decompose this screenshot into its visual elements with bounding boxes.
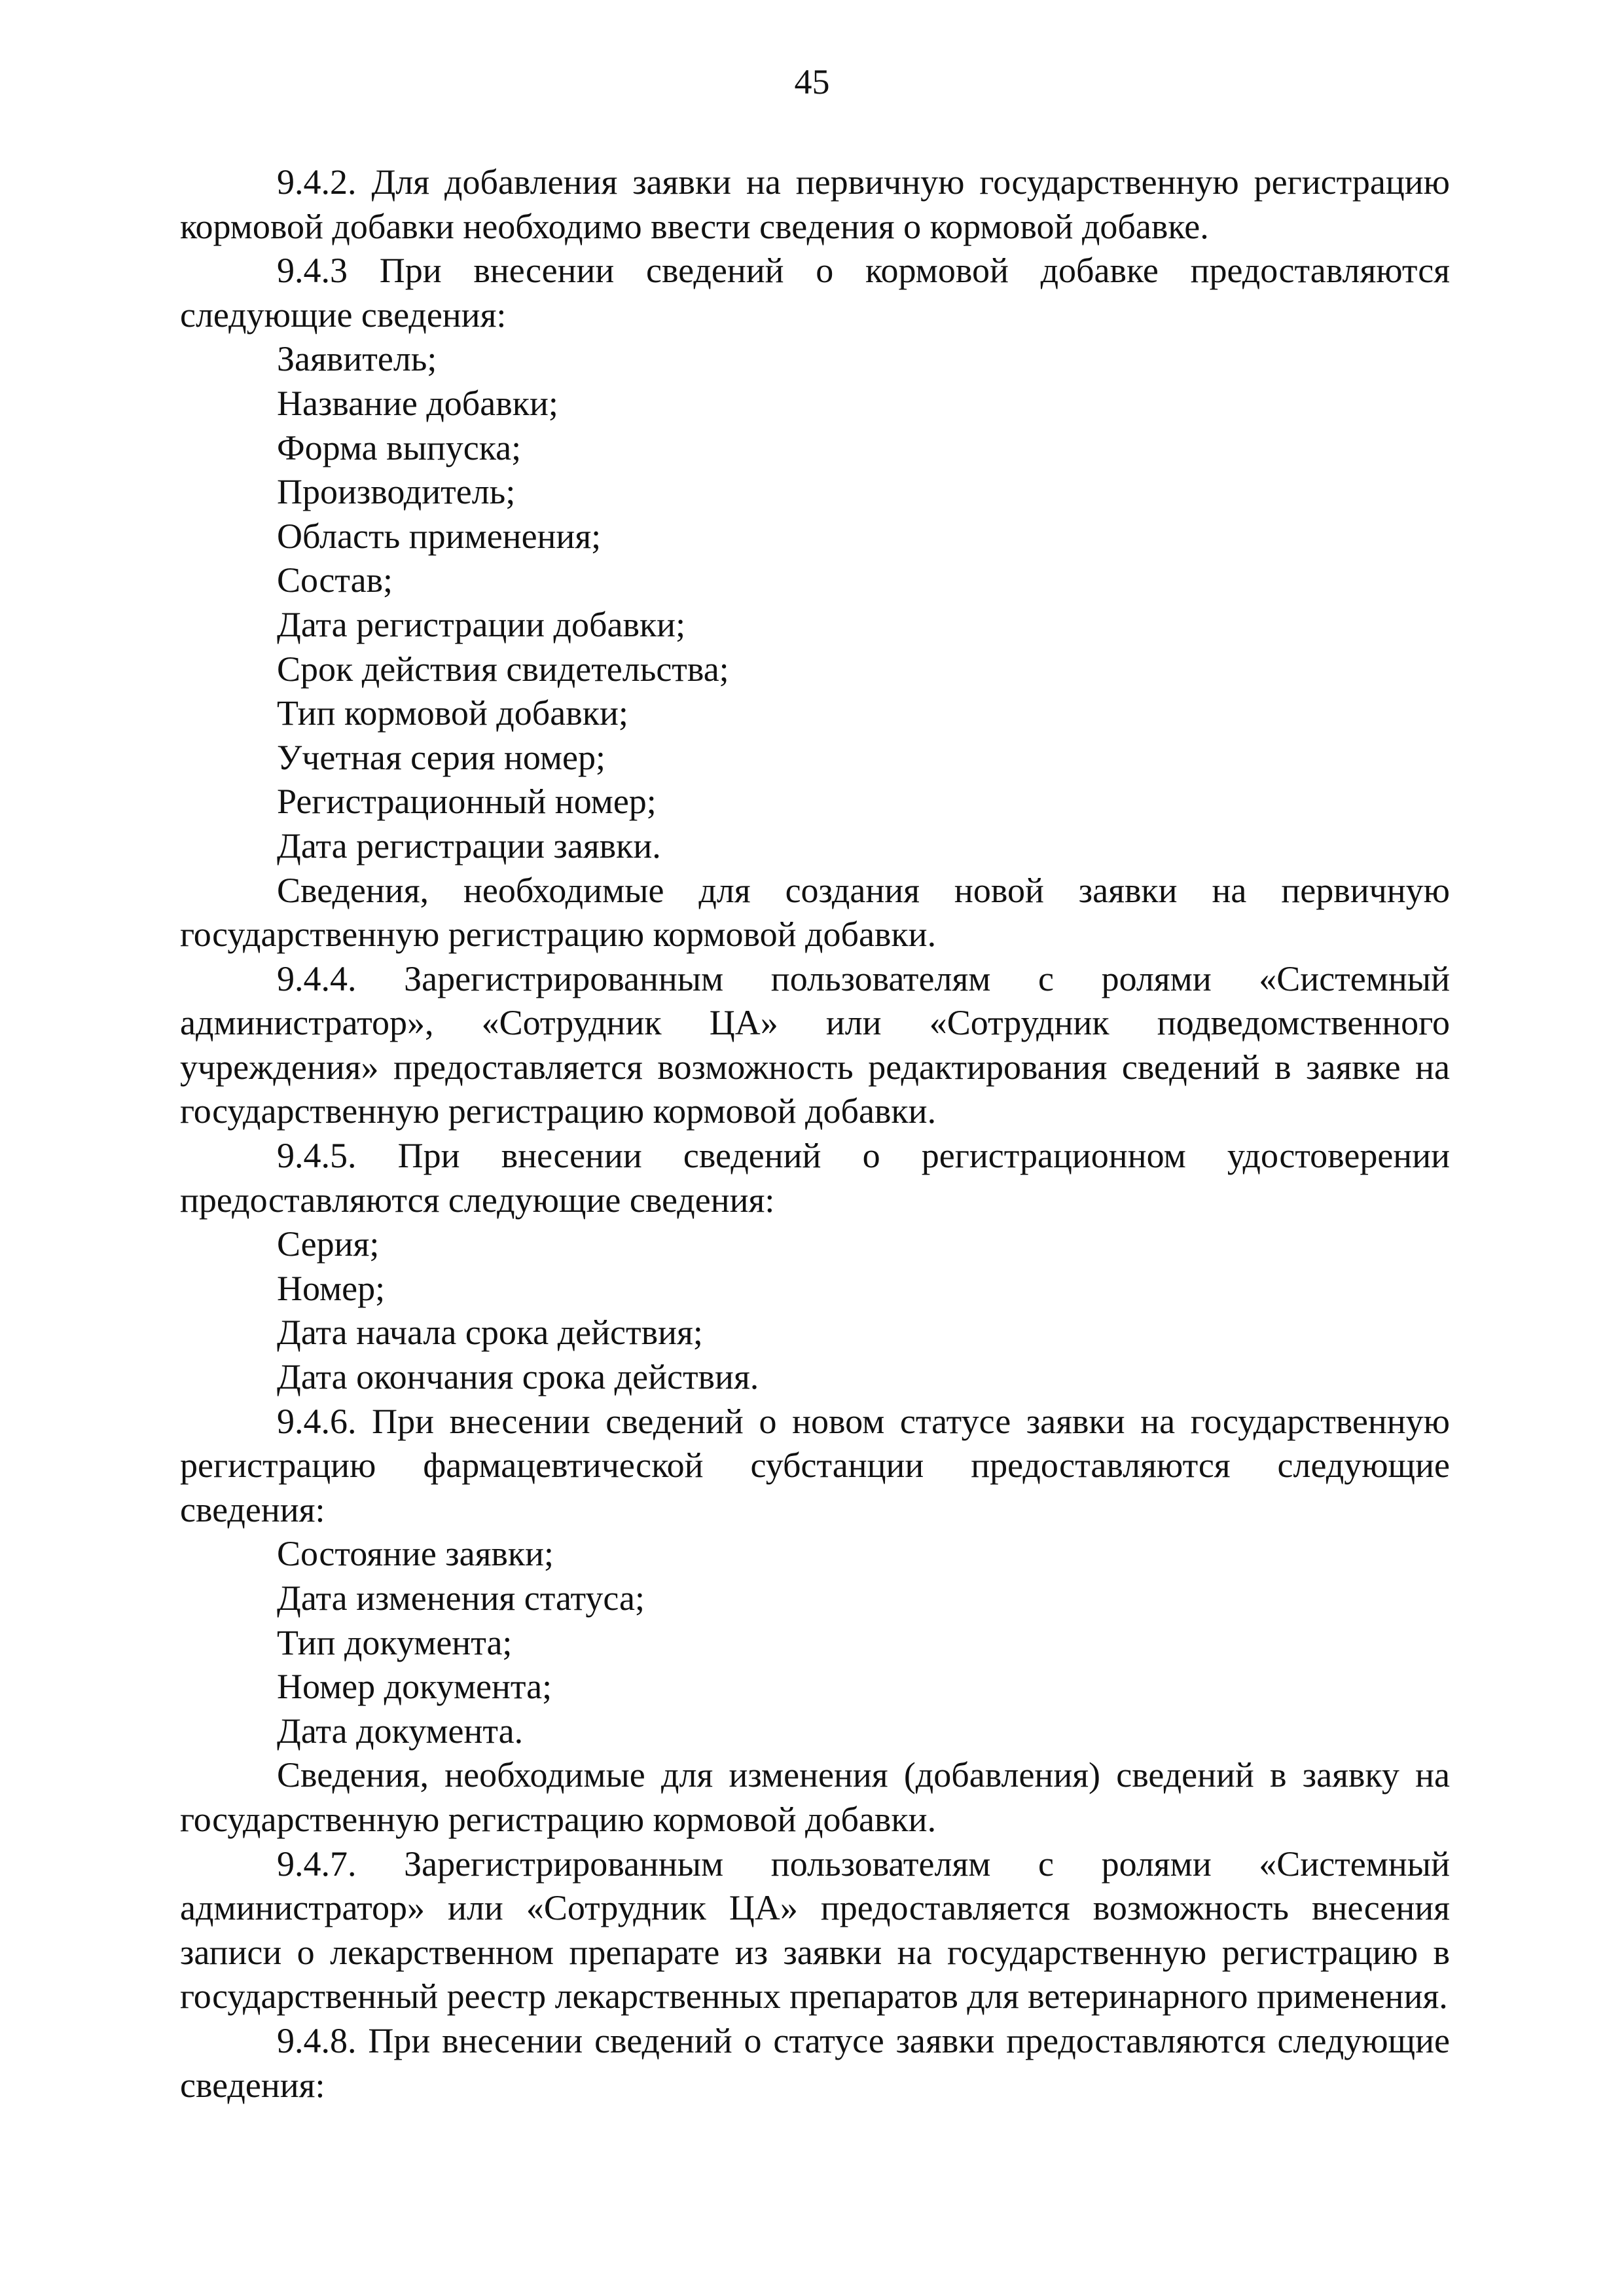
- list-item: Номер документа;: [277, 1667, 552, 1707]
- document-body: [180, 160, 1450, 2107]
- list-item: Серия;: [277, 1224, 380, 1264]
- list-item: Заявитель;: [277, 339, 437, 379]
- list-item: Дата начала срока действия;: [277, 1313, 703, 1353]
- paragraph-summary-create: Сведения, необходимые для создания новой заявки на первичную государственную регистрацию кормовой добавки.: [180, 870, 1450, 955]
- paragraph-summary-change: Сведения, необходимые для изменения (добавления) сведений в заявку на государственную регистрацию кормовой добавки.: [180, 1755, 1450, 1839]
- list-item: Состояние заявки;: [277, 1534, 554, 1574]
- list-item: Область применения;: [277, 516, 602, 556]
- list-item: Дата документа.: [277, 1711, 524, 1751]
- list-item: Номер;: [277, 1268, 386, 1308]
- list-item: Дата окончания срока действия.: [277, 1357, 759, 1397]
- paragraph-9-4-3: 9.4.3 При внесении сведений о кормовой добавке предоставляются следующие сведения:: [180, 251, 1450, 335]
- list-item: Состав;: [277, 560, 393, 600]
- paragraph-9-4-2: 9.4.2. Для добавления заявки на первичную государственную регистрацию кормовой добавки необходимо ввести сведения о кормовой добавке.: [180, 162, 1450, 246]
- page-number: 45: [794, 62, 830, 101]
- list-item: Производитель;: [277, 472, 516, 512]
- list-item: Учетная серия номер;: [277, 737, 606, 777]
- paragraph-9-4-4: 9.4.4. Зарегистрированным пользователям с ролями «Системный администратор», «Сотрудник ЦА» или «Сотрудник подведомственного учреждения» предоставляется возможность редактирования сведений в заявке на государственную регистрацию кормовой добавки.: [180, 958, 1450, 1131]
- list-item: Срок действия свидетельства;: [277, 649, 729, 689]
- list-item: Дата регистрации добавки;: [277, 604, 686, 644]
- paragraph-9-4-8: 9.4.8. При внесении сведений о статусе заявки предоставляются следующие сведения:: [180, 2020, 1450, 2105]
- list-item: Регистрационный номер;: [277, 782, 657, 822]
- list-item: Дата изменения статуса;: [277, 1578, 645, 1618]
- list-item: Дата регистрации заявки.: [277, 826, 661, 866]
- list-item: Тип документа;: [277, 1622, 513, 1662]
- paragraph-9-4-7: 9.4.7. Зарегистрированным пользователям с ролями «Системный администратор» или «Сотрудник ЦА» предоставляется возможность внесения записи о лекарственном препарате из заявки на государственную регистрацию в государственный реестр лекарственных препаратов для ветеринарного применения.: [180, 1844, 1450, 2016]
- list-item: Тип кормовой добавки;: [277, 693, 628, 733]
- list-item: Форма выпуска;: [277, 428, 522, 467]
- paragraph-9-4-5: 9.4.5. При внесении сведений о регистрационном удостоверении предоставляются следующие сведения:: [180, 1136, 1450, 1220]
- paragraph-9-4-6: 9.4.6. При внесении сведений о новом статусе заявки на государственную регистрацию фармацевтической субстанции предоставляются следующие сведения:: [180, 1401, 1450, 1529]
- list-item: Название добавки;: [277, 383, 558, 423]
